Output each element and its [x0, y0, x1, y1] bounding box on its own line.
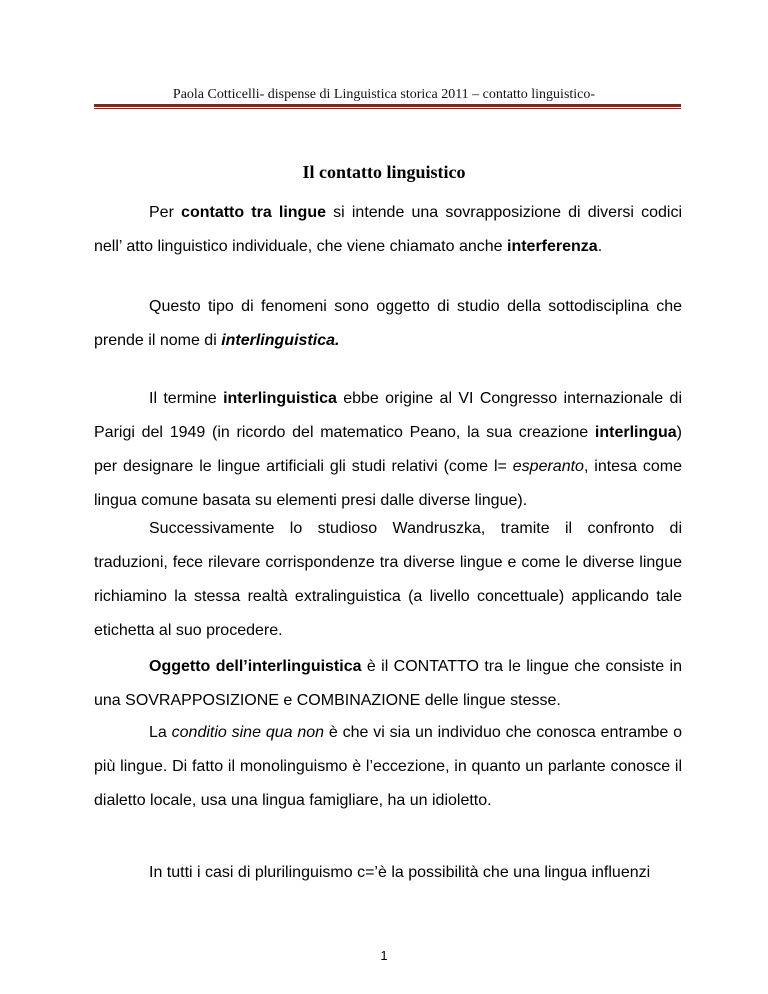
p1-term-contatto: contatto tra lingue	[181, 204, 327, 221]
p3-term-interlinguistica: interlinguistica	[223, 390, 337, 407]
p2-text-a: Questo tipo di fenomeni sono oggetto di studio della sottodisciplina che prende il nome di	[94, 298, 682, 349]
running-header: Paola Cotticelli- dispense di Linguistica storica 2011 – contatto linguistico-	[172, 87, 596, 102]
p1-term-interferenza: interferenza	[507, 238, 598, 255]
paragraph-term-origin	[94, 382, 682, 518]
p6-term-conditio: conditio sine qua non	[171, 724, 325, 741]
p6-text-a: La	[149, 724, 172, 741]
paragraph-conditio	[94, 716, 682, 818]
p6-text-c: è che vi sia un individuo che conosca entrambe o più lingue. Di fatto il monolinguismo è l’eccezione, in quanto un parlante conosce il dialetto locale, usa una lingua famigliare, ha un idioletto.	[94, 724, 682, 809]
p2-term-interlinguistica: interlinguistica.	[221, 332, 340, 349]
page-number: 1	[380, 948, 388, 963]
paragraph-interlinguistics-intro	[94, 290, 682, 358]
header-rule-thick	[94, 104, 681, 107]
p1-text-c: si intende una sovrapposizione di diversi codici nell’ atto linguistico individuale, che viene chiamato anche	[94, 204, 683, 255]
p3-text-g: , intesa come lingua comune basata su elementi presi dalle diverse lingue).	[94, 458, 683, 509]
p3-text-c: ebbe origine al VI Congresso internazionale di Parigi del 1949 (in ricordo del matematico Peano, la sua creazione	[94, 390, 682, 441]
paragraph-wandruszka: Successivamente lo studioso Wandruszka, tramite il confronto di traduzioni, fece rilevare corrispondenze tra diverse lingue e come le diverse lingue richiamino la stessa realtà extralinguistica (a livello concettuale) applicando tale etichetta al suo procedere.	[94, 520, 682, 639]
p1-text-e: .	[597, 238, 603, 255]
page-title: Il contatto linguistico	[302, 162, 466, 182]
p3-text-e: ) per designare le lingue artificiali gli studi relativi (come l=	[94, 424, 682, 475]
p5-term-oggetto: Oggetto dell’interlinguistica	[149, 658, 362, 675]
p3-term-esperanto: esperanto	[512, 458, 584, 475]
paragraph-contact-definition	[94, 196, 682, 264]
paragraph-plurilingualism: In tutti i casi di plurilinguismo c=’è la possibilità che una lingua influenzi	[149, 864, 651, 881]
header-rule-thin	[94, 108, 681, 109]
p5-text-b: è il CONTATTO tra le lingue che consiste in una SOVRAPPOSIZIONE e COMBINAZIONE delle lingue stesse.	[94, 658, 682, 709]
paragraph-object	[94, 650, 682, 718]
p1-text-a: Per	[149, 204, 182, 221]
p3-text-a: Il termine	[149, 390, 224, 407]
p3-term-interlingua: interlingua	[594, 424, 677, 441]
